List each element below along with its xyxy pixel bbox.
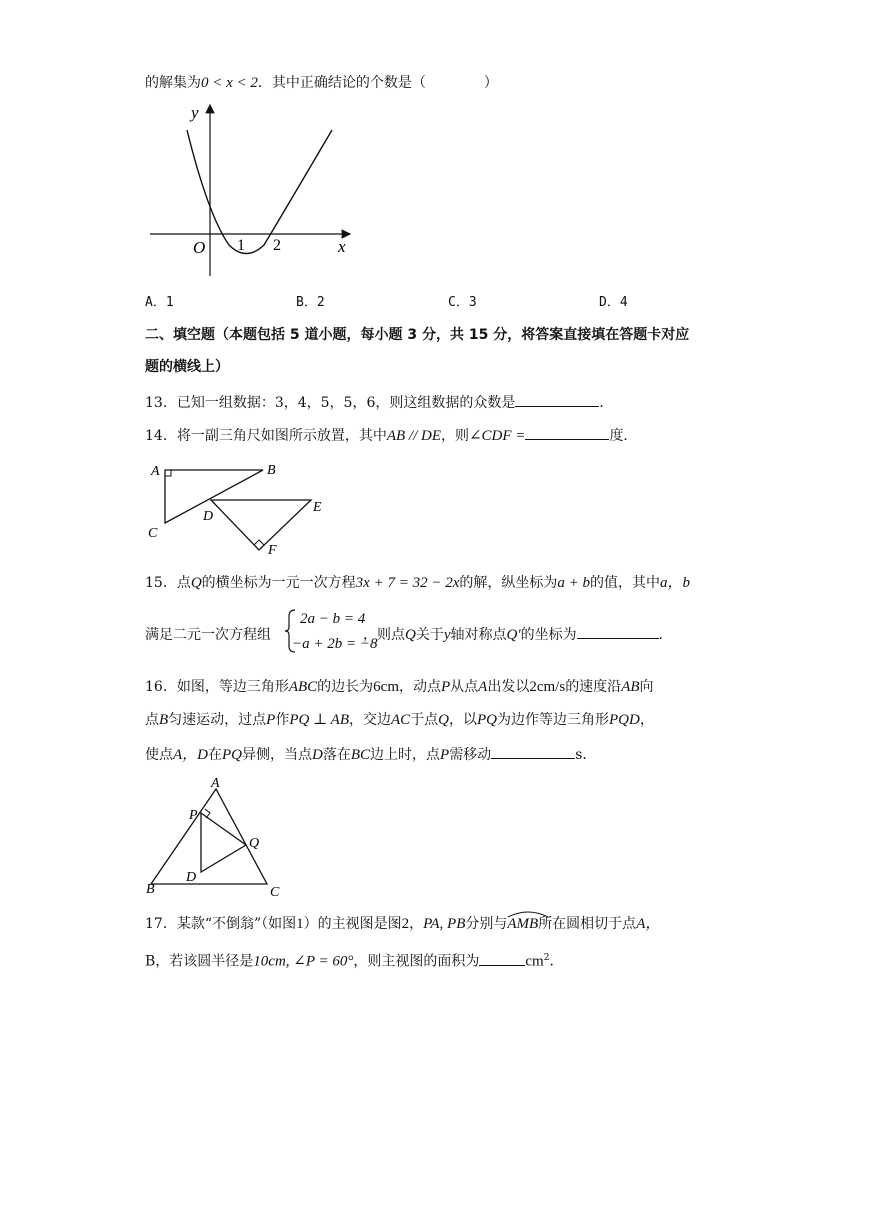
q16-pq2: PQ [222, 747, 242, 763]
q17-end: ． [549, 953, 564, 970]
q16-l2c: 作 [275, 712, 290, 728]
q16-l2g: 为边作等边三角形 [497, 712, 610, 728]
q16-bc: BC [350, 747, 371, 763]
q12-tail-rest: ．其中正确结论的个数是（ [257, 75, 426, 91]
q16-l3b: 在 [208, 747, 222, 763]
q17-fig1: 1 [296, 916, 304, 932]
triangle-abc [165, 470, 263, 523]
q16-abc: ABC [288, 679, 318, 695]
q15-ab-letters: a，b [659, 575, 690, 591]
q16-d: D [312, 747, 323, 763]
q15-system-eq2: −a + 2b = −8 [292, 636, 378, 652]
q16-l1a: 16．如图，等边三角形 [145, 679, 289, 695]
q16-l2f: ，以 [449, 712, 478, 728]
q15-system-eq1: 2a − b = 4 [300, 611, 366, 627]
q17-arc-amb [507, 914, 538, 934]
q16-l3d: 落在 [322, 747, 351, 763]
q15-line1 [145, 573, 690, 593]
q17-l1e: 所在圆相切于点 [538, 916, 637, 932]
q14-label-a: A [151, 464, 160, 479]
q16-a: A [478, 679, 488, 695]
q17-pa-pb: PA, PB [423, 916, 466, 932]
q15-l1-end: 的值，其中 [589, 575, 660, 591]
q12-option-b[interactable]: B．2 [296, 295, 325, 310]
q17-unit-sup: 2 [543, 953, 550, 963]
q16-answer-blank[interactable] [491, 744, 575, 759]
q14-label-c: C [148, 526, 158, 541]
q16-l1d: 从点 [450, 679, 479, 695]
q16-l3a: 使点 [145, 747, 173, 763]
q17-answer-blank[interactable] [479, 951, 525, 966]
q15-l2-mid3: 轴对称点 [450, 627, 507, 643]
q15-l1-pre: 15．点 [145, 575, 191, 591]
q15-line2 [145, 624, 673, 645]
q12-option-d[interactable]: D．4 [599, 295, 628, 310]
q16-l3c: 异侧，当点 [242, 747, 312, 763]
q16-line2 [145, 710, 654, 730]
q14-line [145, 425, 637, 446]
q14-angle: ∠CDF = [468, 428, 526, 444]
q17-arc-label: AMB [507, 916, 539, 932]
graph-tick-2: 2 [273, 237, 281, 254]
q16-l1b: 的边长为 [317, 679, 374, 695]
q12-option-a[interactable]: A．1 [145, 295, 174, 310]
q14-label-d: D [203, 509, 214, 524]
section2-heading-line1: 二、填空题（本题包括 5 道小题，每小题 3 分，共 15 分，将答案直接填在答题卡对应 [145, 327, 690, 343]
q16-equilateral-figure [145, 775, 295, 900]
q12-tail-line [145, 73, 498, 93]
q13-answer-blank[interactable] [515, 392, 599, 407]
graph-y-label: y [191, 103, 199, 122]
q16-ac: AC [391, 712, 411, 728]
q15-l2-pre: 满足二元一次方程组 [145, 627, 271, 643]
q16-l2a: 点 [145, 712, 159, 728]
q15-answer-blank[interactable] [577, 624, 659, 639]
q16-perp: PQ ⊥ AB [289, 712, 349, 728]
q12-tail-math: 0 < x < 2 [201, 75, 258, 91]
q14-answer-blank[interactable] [525, 425, 609, 440]
q14-triangles-figure [145, 460, 335, 560]
q16-l1g: 向 [639, 679, 654, 695]
q15-a-plus-b: a + b [557, 575, 590, 591]
q16-ad: A，D [173, 747, 208, 763]
q16-l1f: 的速度沿 [565, 679, 622, 695]
q16-l2h: ， [639, 712, 654, 728]
parabola-curve [187, 130, 332, 254]
graph-tick-1: 1 [237, 237, 245, 254]
q17-point-a: A， [636, 916, 661, 932]
q13-end: ． [599, 395, 614, 411]
q16-speed: 2cm/s [529, 679, 566, 695]
q16-p3: P [440, 747, 450, 763]
q13-text: 13．已知一组数据：3，4，5，5，6，则这组数据的众数是 [145, 395, 516, 411]
section2-heading-line2: 题的横线上） [145, 359, 229, 375]
q15-y-axis: y [443, 627, 451, 643]
q17-l1a: 17．某款“不倒翁”（如图 [145, 916, 297, 932]
q15-l1-mid: 的横坐标为一元一次方程 [201, 575, 356, 591]
q16-l3f: 需移动 [449, 747, 492, 763]
q16-label-a: A [211, 776, 220, 791]
q16-length: 6cm [373, 679, 399, 695]
q14-label-b: B [267, 463, 276, 478]
q16-ab: AB [621, 679, 640, 695]
q17-l1b: ）的主视图是图 [303, 916, 402, 932]
q16-label-d: D [186, 870, 197, 885]
q17-line1 [145, 914, 660, 934]
q17-line2 [145, 948, 563, 972]
q15-l2-end: 的坐标为 [520, 627, 577, 643]
q17-l1c: ， [409, 916, 424, 932]
right-angle-mark-a [165, 470, 171, 476]
q12-tail-text: 的解集为 [145, 75, 201, 91]
q14-end: 度． [609, 428, 638, 444]
q15-point-q-prime: Q′ [506, 627, 521, 643]
q15-end: ． [658, 627, 673, 643]
q16-label-b: B [146, 882, 155, 897]
q16-l1e: 出发以 [487, 679, 530, 695]
q14-label-f: F [268, 543, 277, 558]
q16-l1c: ，动点 [399, 679, 441, 695]
q12-option-c[interactable]: C．3 [448, 295, 477, 310]
q14-pre: 14．将一副三角尺如图所示放置，其中 [145, 428, 387, 444]
q16-l2b: 匀速运动，过点 [168, 712, 267, 728]
q16-l2d: ，交边 [349, 712, 391, 728]
q15-equation: 3x + 7 = 32 − 2x [355, 575, 460, 591]
q16-p: P [441, 679, 451, 695]
q16-label-q: Q [249, 836, 260, 851]
q13-line [145, 392, 613, 413]
q16-p2: P [266, 712, 276, 728]
triangle-pqd [201, 813, 246, 872]
q17-fig2: 2 [401, 916, 410, 932]
q14-cond: AB // DE [386, 428, 441, 444]
q16-unit: s． [575, 747, 597, 763]
q16-b: B [159, 712, 169, 728]
right-angle-mark-f [254, 540, 264, 545]
graph-x-label: x [338, 237, 346, 256]
q16-line3 [145, 744, 596, 765]
q14-mid: ，则 [440, 428, 469, 444]
q16-label-c: C [270, 885, 280, 900]
q16-label-p: P [189, 808, 198, 823]
graph-origin-label: O [193, 238, 206, 257]
q12-tail-close: ） [483, 75, 498, 91]
q14-label-e: E [313, 500, 322, 515]
q15-l1-mid2: 的解，纵坐标为 [459, 575, 558, 591]
q15-point-q: Q [190, 575, 202, 591]
q16-pqd: PQD [609, 712, 640, 728]
q15-l2-mid2: 关于 [415, 627, 444, 643]
q16-l2e: 于点 [410, 712, 439, 728]
q16-line1 [145, 677, 654, 697]
q17-l2a: B，若该圆半径是 [145, 953, 254, 970]
q17-l2b: ，则主视图的面积为 [353, 953, 480, 970]
q16-l3e: 边上时，点 [370, 747, 441, 763]
q16-pq: PQ [477, 712, 498, 728]
arc-mark [507, 910, 549, 918]
q12-parabola-graph [145, 100, 360, 280]
q17-unit: cm [525, 953, 544, 970]
q17-l1d: 分别与 [465, 916, 508, 932]
q16-q: Q [438, 712, 450, 728]
q17-cond: 10cm, ∠P = 60° [253, 953, 354, 970]
q15-point-q2: Q [405, 627, 416, 643]
q15-l2-mid: ，则点 [363, 627, 405, 643]
